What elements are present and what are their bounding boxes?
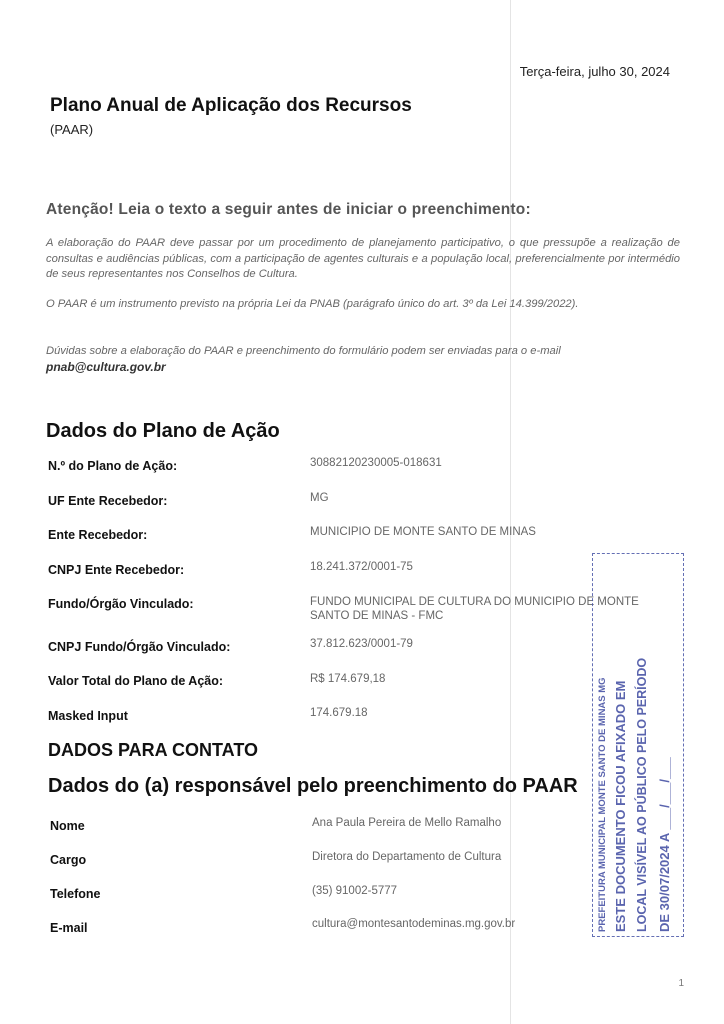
contact-row-value: (35) 91002-5777: [312, 885, 398, 897]
plan-row-label: Masked Input: [48, 709, 128, 723]
plan-section-heading: Dados do Plano de Ação: [46, 420, 280, 442]
stamp-line-3: LOCAL VISÍVEL AO PÚBLICO PELO PERÍODO: [635, 657, 649, 932]
plan-row-label: Fundo/Órgão Vinculado:: [48, 597, 194, 611]
notice-email-link[interactable]: pnab@cultura.gov.br: [46, 360, 166, 374]
page-fold-line: [510, 0, 511, 1024]
plan-row-value: 37.812.623/0001-79: [310, 638, 413, 650]
plan-row-value: MG: [310, 492, 329, 504]
plan-row-label: UF Ente Recebedor:: [48, 494, 168, 508]
contact-row-value: cultura@montesantodeminas.mg.gov.br: [312, 918, 516, 930]
plan-row-value: 30882120230005-018631: [310, 457, 442, 469]
notice-paragraph-1: A elaboração do PAAR deve passar por um procedimento de planejamento participativo, o que pressupõe a realização de consultas e audiências públicas, com a participação de agentes culturais e a população local, preferencialmente por intermédio de seus representantes nos Conselhos de Cultura.: [46, 237, 680, 280]
posting-stamp: [592, 553, 684, 937]
plan-row-label: N.º do Plano de Ação:: [48, 459, 178, 473]
plan-row-value: FUNDO MUNICIPAL DE CULTURA DO MUNICIPIO DE MONTE SANTO DE MINAS - FMC: [310, 596, 639, 622]
plan-row-label: Ente Recebedor:: [48, 528, 148, 542]
notice-paragraph-2: O PAAR é um instrumento previsto na própria Lei da PNAB (parágrafo único do art. 3º da Lei 14.399/2022).: [46, 298, 579, 310]
stamp-line-1: PREFEITURA MUNICIPAL MONTE SANTO DE MINAS MG: [597, 677, 608, 932]
document-title: Plano Anual de Aplicação dos Recursos: [50, 95, 412, 116]
document-date: Terça-feira, julho 30, 2024: [519, 64, 670, 79]
attention-heading: Atenção! Leia o texto a seguir antes de iniciar o preenchimento:: [46, 201, 531, 218]
contact-row-label: Nome: [50, 819, 85, 833]
page-number: 1: [678, 978, 684, 989]
plan-row-label: CNPJ Fundo/Órgão Vinculado:: [48, 640, 231, 654]
responsible-subheading: Dados do (a) responsável pelo preenchimento do PAAR: [48, 775, 578, 797]
contact-row-label: E-mail: [50, 921, 88, 935]
contact-row-value: Ana Paula Pereira de Mello Ramalho: [312, 817, 502, 829]
contact-section-heading: DADOS PARA CONTATO: [48, 740, 258, 760]
plan-row-label: CNPJ Ente Recebedor:: [48, 563, 185, 577]
plan-row-value: 18.241.372/0001-75: [310, 561, 413, 573]
plan-row-label: Valor Total do Plano de Ação:: [48, 674, 224, 688]
contact-row-label: Telefone: [50, 887, 101, 901]
contact-row-label: Cargo: [50, 853, 87, 867]
stamp-line-2: ESTE DOCUMENTO FICOU AFIXADO EM: [613, 680, 628, 932]
plan-row-value: 174.679.18: [310, 707, 368, 719]
stamp-line-4: DE 30/07/2024 A ___/___/___: [657, 757, 672, 932]
plan-row-value: R$ 174.679,18: [310, 673, 386, 685]
contact-row-value: Diretora do Departamento de Cultura: [312, 851, 502, 863]
document-subtitle: (PAAR): [50, 122, 94, 137]
plan-row-value: MUNICIPIO DE MONTE SANTO DE MINAS: [310, 526, 536, 538]
notice-paragraph-3: Dúvidas sobre a elaboração do PAAR e preenchimento do formulário podem ser enviadas para o e-mail: [46, 345, 561, 357]
